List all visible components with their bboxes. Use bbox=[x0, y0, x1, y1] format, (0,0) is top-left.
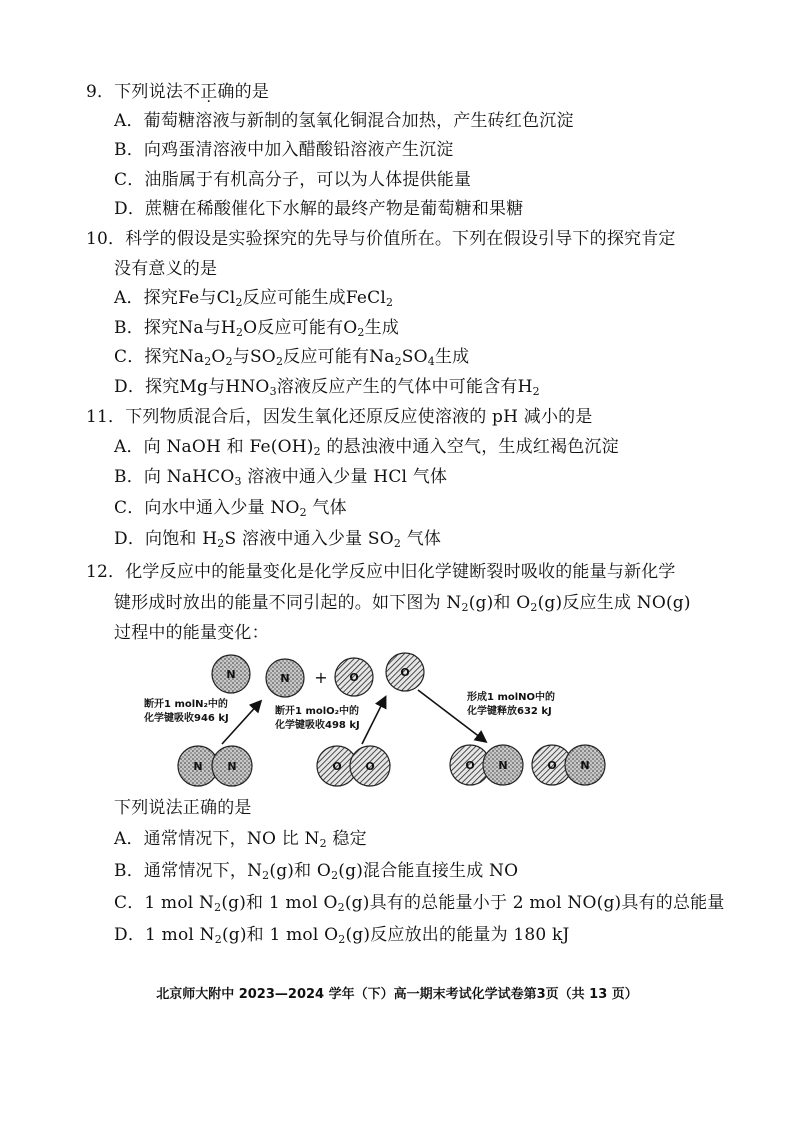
separated-o-atom bbox=[386, 653, 424, 691]
svg-text:N: N bbox=[227, 760, 237, 773]
plus-sign: + bbox=[314, 668, 328, 687]
note-break-n2-line2: 化学键吸收946 kJ bbox=[144, 713, 229, 724]
note-form-no-line2: 化学键释放632 kJ bbox=[467, 706, 552, 717]
q12-option-b: B．通常情况下，$N_2(g)$和 $O_2(g)$混合能直接生成 NO bbox=[114, 861, 519, 882]
q10-stem-line1: 10．科学的假设是实验探究的先导与价值所在。下列在假设引导下的探究肯定 bbox=[86, 229, 676, 249]
q9-emphasis: 不正确 bbox=[183, 82, 235, 102]
q12-number: 12． bbox=[86, 562, 126, 582]
svg-text:O: O bbox=[332, 760, 342, 773]
svg-text:N: N bbox=[193, 760, 203, 773]
q11-option-d: D．向饱和 $H_2S$ 溶液中通入少量 $SO_2$ 气体 bbox=[114, 529, 442, 550]
energy-diagram bbox=[140, 646, 660, 796]
arrow-break-o2 bbox=[362, 698, 385, 744]
q12-prompt: 下列说法正确的是 bbox=[114, 798, 252, 818]
q12-stem-line1: 12．化学反应中的能量变化是化学反应中旧化学键断裂时吸收的能量与新化学 bbox=[86, 562, 676, 582]
svg-text:N: N bbox=[498, 759, 508, 772]
q11-option-c: C．向水中通入少量 $NO_2$ 气体 bbox=[114, 498, 347, 519]
note-break-n2-line1: 断开1 molN₂中的 bbox=[144, 699, 228, 710]
svg-text:N: N bbox=[226, 668, 236, 681]
q10-option-c: C．探究$Na_2O_2$与$SO_2$反应可能有$Na_2SO_4$生成 bbox=[114, 347, 470, 368]
separated-o-atom bbox=[335, 658, 373, 696]
svg-text:N: N bbox=[580, 759, 590, 772]
q12-option-a: A．通常情况下，NO 比 $N_2$ 稳定 bbox=[114, 829, 367, 850]
no-molecule bbox=[532, 745, 605, 785]
svg-text:N: N bbox=[280, 672, 290, 685]
page-footer: 北京师大附中 2023—2024 学年（下）高一期末考试化学试卷第3页（共 13 页） bbox=[156, 987, 638, 1002]
n2-molecule bbox=[178, 746, 252, 786]
no-molecule bbox=[450, 745, 523, 785]
q9-option-a: A．葡萄糖溶液与新制的氢氧化铜混合加热，产生砖红色沉淀 bbox=[114, 111, 574, 131]
q9-stem: 9．下列说法不正确的是 bbox=[86, 82, 270, 102]
note-form-no-line1: 形成1 molNO中的 bbox=[467, 692, 556, 703]
note-break-o2-line1: 断开1 molO₂中的 bbox=[275, 706, 360, 717]
svg-text:O: O bbox=[349, 671, 359, 684]
q10-option-b: B．探究Na与$H_2O$反应可能有$O_2$生成 bbox=[114, 318, 400, 339]
q10-option-a: A．探究Fe与$Cl_2$反应可能生成FeCl$_2$ bbox=[114, 288, 394, 309]
o2-molecule bbox=[317, 746, 390, 786]
q11-number: 11． bbox=[86, 407, 126, 427]
q12-option-c: C．1 mol $N_2(g)$和 1 mol $O_2(g)$具有的总能量小于 2 mol NO(g)具有的总能量 bbox=[114, 893, 725, 914]
note-break-o2-line2: 化学键吸收498 kJ bbox=[275, 720, 360, 731]
svg-text:O: O bbox=[465, 759, 475, 772]
svg-text:O: O bbox=[400, 666, 410, 679]
q11-option-a: A．向 NaOH 和 $Fe(OH)_2$ 的悬浊液中通入空气，生成红褐色沉淀 bbox=[114, 437, 619, 458]
q11-stem: 11．下列物质混合后，因发生氧化还原反应使溶液的 pH 减小的是 bbox=[86, 407, 593, 427]
svg-text:O: O bbox=[365, 760, 375, 773]
q10-number: 10． bbox=[86, 229, 126, 249]
q9-option-b: B．向鸡蛋清溶液中加入醋酸铅溶液产生沉淀 bbox=[114, 140, 454, 160]
q9-option-c: C．油脂属于有机高分子，可以为人体提供能量 bbox=[114, 170, 472, 190]
separated-n-atom bbox=[266, 659, 304, 697]
q9-option-d: D．蔗糖在稀酸催化下水解的最终产物是葡萄糖和果糖 bbox=[114, 199, 524, 219]
q10-option-d: D．探究Mg与$HNO_3$溶液反应产生的气体中可能含有$H_2$ bbox=[114, 377, 540, 398]
q9-number: 9． bbox=[86, 82, 115, 102]
q10-stem-line2: 没有意义的是 bbox=[114, 259, 218, 279]
svg-text:O: O bbox=[547, 759, 557, 772]
q12-stem-line2: 键形成时放出的能量不同引起的。如下图为 $N_2(g)$和 $O_2(g)$反应生成 NO(g) bbox=[114, 593, 691, 614]
q12-option-d: D．1 mol $N_2(g)$和 1 mol $O_2(g)$反应放出的能量为 180 kJ bbox=[114, 925, 570, 946]
q12-stem-line3: 过程中的能量变化： bbox=[114, 623, 269, 643]
q11-option-b: B．向 NaHCO$_3$ 溶液中通入少量 HCl 气体 bbox=[114, 467, 448, 488]
separated-n-atom bbox=[212, 655, 250, 693]
